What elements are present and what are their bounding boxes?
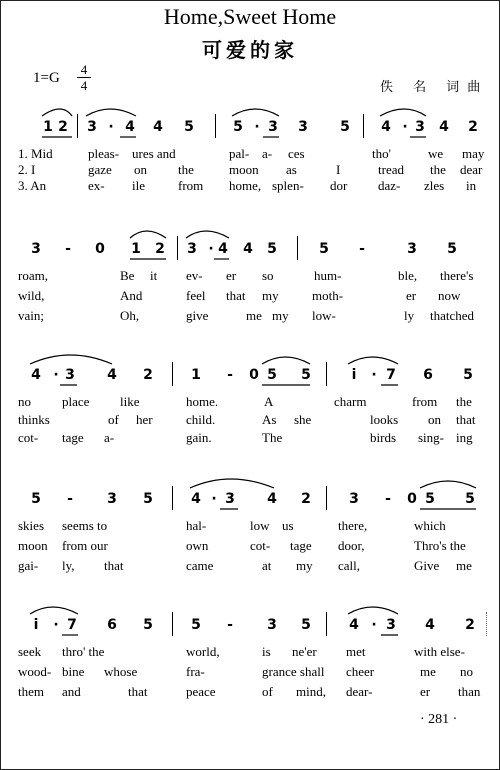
note: 0 bbox=[407, 491, 417, 507]
lyric: from our bbox=[62, 538, 108, 553]
lyric: mind, bbox=[296, 684, 326, 699]
note-row bbox=[0, 366, 500, 388]
lyric: ev- bbox=[186, 268, 203, 283]
lyric: like bbox=[120, 394, 140, 409]
note: 5 bbox=[267, 367, 277, 383]
lyric: ble, bbox=[398, 268, 418, 283]
lyric: we bbox=[428, 146, 444, 161]
lyric: place bbox=[62, 394, 90, 409]
lyric: skies bbox=[18, 518, 44, 533]
lyric: world, bbox=[186, 644, 220, 659]
lyric: as bbox=[286, 162, 297, 177]
lyric: I bbox=[336, 162, 341, 177]
barline bbox=[326, 486, 327, 510]
dot: · bbox=[108, 119, 114, 135]
note: 5 bbox=[301, 367, 311, 383]
lyric: it bbox=[150, 268, 158, 283]
lyric: seek bbox=[18, 644, 42, 659]
lyric: door, bbox=[338, 538, 365, 553]
note-row bbox=[0, 616, 500, 638]
dot: · bbox=[371, 367, 377, 383]
note: 4 bbox=[243, 241, 253, 257]
lyric: that bbox=[456, 412, 476, 427]
lyric: child. bbox=[186, 412, 216, 427]
note: 4 bbox=[218, 241, 228, 257]
lyric: us bbox=[282, 518, 294, 533]
lyric-line-2 bbox=[0, 412, 500, 428]
lyric: er bbox=[420, 684, 431, 699]
lyric: pal- bbox=[229, 146, 250, 161]
key-signature: 1=G bbox=[33, 70, 60, 86]
lyric: looks bbox=[370, 412, 399, 427]
note: 1 bbox=[131, 241, 141, 257]
lyric: the bbox=[178, 162, 194, 177]
time-signature-bottom: 4 bbox=[80, 78, 88, 93]
note: 5 bbox=[233, 119, 243, 135]
lyric: own bbox=[186, 538, 209, 553]
note: 3 bbox=[65, 367, 75, 383]
lyric: me bbox=[420, 664, 436, 679]
lyric: her bbox=[136, 412, 153, 427]
dot: · bbox=[53, 617, 59, 633]
lyric: no bbox=[18, 394, 31, 409]
lyric: moth- bbox=[312, 288, 344, 303]
lyric: them bbox=[18, 684, 44, 699]
note: 5 bbox=[340, 119, 350, 135]
lyric: Thro's the bbox=[414, 538, 466, 553]
note: 5 bbox=[184, 119, 194, 135]
note: 6 bbox=[423, 367, 433, 383]
note: - bbox=[67, 491, 73, 507]
lyric: roam, bbox=[18, 268, 48, 283]
lyric: ing bbox=[456, 430, 473, 445]
note: 2 bbox=[58, 119, 68, 135]
barline bbox=[297, 236, 298, 260]
lyric: charm bbox=[334, 394, 367, 409]
lyric: give bbox=[186, 308, 209, 323]
lyric: and bbox=[62, 684, 81, 699]
note: 3 bbox=[267, 617, 277, 633]
lyric: low bbox=[250, 518, 270, 533]
lyric: now bbox=[438, 288, 461, 303]
lyric: home, bbox=[229, 178, 262, 193]
lyric: dear- bbox=[346, 684, 373, 699]
lyric: a- bbox=[104, 430, 115, 445]
lyric: tho' bbox=[372, 146, 391, 161]
lyric: ces bbox=[288, 146, 305, 161]
lyric: in bbox=[466, 178, 477, 193]
barline bbox=[172, 486, 173, 510]
lyric: hal- bbox=[186, 518, 207, 533]
lyric: dear bbox=[460, 162, 483, 177]
lyric: Oh, bbox=[120, 308, 140, 323]
lyric-line-2 bbox=[0, 664, 500, 680]
lyric: whose bbox=[104, 664, 138, 679]
lyric-line-3 bbox=[0, 430, 500, 446]
barline bbox=[363, 114, 364, 138]
note: i bbox=[351, 367, 357, 383]
lyric: ne'er bbox=[292, 644, 317, 659]
note: 3 bbox=[268, 119, 278, 135]
note: 2 bbox=[465, 617, 475, 633]
note: 2 bbox=[143, 367, 153, 383]
lyric: peace bbox=[186, 684, 216, 699]
note: 0 bbox=[95, 241, 105, 257]
lyric-line-1 bbox=[0, 518, 500, 534]
lyric: that bbox=[226, 288, 246, 303]
lyric-line-3 bbox=[0, 178, 500, 194]
lyric: er bbox=[406, 288, 417, 303]
lyric: met bbox=[346, 644, 366, 659]
lyric-line-1 bbox=[0, 146, 500, 162]
note: 5 bbox=[425, 491, 435, 507]
lyric: dor bbox=[330, 178, 348, 193]
lyric: the bbox=[456, 394, 472, 409]
note: 4 bbox=[153, 119, 163, 135]
note: 4 bbox=[439, 119, 449, 135]
lyric-line-1 bbox=[0, 394, 500, 410]
lyric: gai- bbox=[18, 558, 39, 573]
lyric: ures and bbox=[132, 146, 176, 161]
lyric: from bbox=[412, 394, 438, 409]
lyric: moon bbox=[229, 162, 259, 177]
lyric: splen- bbox=[272, 178, 304, 193]
lyric: of bbox=[108, 412, 119, 427]
lyric: wild, bbox=[18, 288, 45, 303]
lyric: vain; bbox=[18, 308, 44, 323]
lyric: A bbox=[264, 394, 274, 409]
lyric: me bbox=[246, 308, 262, 323]
lyric: no bbox=[460, 664, 473, 679]
lyric: hum- bbox=[314, 268, 342, 283]
lyric: bine bbox=[62, 664, 85, 679]
note: 5 bbox=[191, 617, 201, 633]
lyric: And bbox=[120, 288, 143, 303]
barline bbox=[326, 612, 327, 636]
lyric: cheer bbox=[346, 664, 375, 679]
note: - bbox=[359, 241, 365, 257]
lyric: ly, bbox=[62, 558, 75, 573]
lyric: grance shall bbox=[262, 664, 325, 679]
note: - bbox=[65, 241, 71, 257]
lyric: thro' the bbox=[62, 644, 105, 659]
note: 3 bbox=[349, 491, 359, 507]
note: 4 bbox=[125, 119, 135, 135]
note: 7 bbox=[67, 617, 77, 633]
note: 3 bbox=[386, 617, 396, 633]
lyric-line-1 bbox=[0, 268, 500, 284]
note: 5 bbox=[267, 241, 277, 257]
lyric: The bbox=[262, 430, 283, 445]
lyric-line-3 bbox=[0, 308, 500, 324]
lyric: Give bbox=[414, 558, 440, 573]
note: 6 bbox=[107, 617, 117, 633]
note: - bbox=[227, 617, 233, 633]
lyric: with else- bbox=[414, 644, 465, 659]
lyric: pleas- bbox=[88, 146, 120, 161]
note: - bbox=[227, 367, 233, 383]
lyric: thinks bbox=[18, 412, 50, 427]
lyric: that bbox=[104, 558, 124, 573]
note: - bbox=[385, 491, 391, 507]
lyric: birds bbox=[370, 430, 396, 445]
note: 0 bbox=[249, 367, 259, 383]
lyric: there, bbox=[338, 518, 368, 533]
lyric: she bbox=[294, 412, 312, 427]
end-line bbox=[486, 612, 487, 636]
lyric: seems to bbox=[62, 518, 108, 533]
lyric: home. bbox=[186, 394, 219, 409]
lyric: may bbox=[462, 146, 485, 161]
lyric: so bbox=[262, 268, 274, 283]
lyric: gaze bbox=[88, 162, 112, 177]
lyric: call, bbox=[338, 558, 361, 573]
barline bbox=[172, 612, 173, 636]
lyric: on bbox=[428, 412, 441, 427]
lyric: 1. Mid bbox=[18, 146, 53, 161]
barline bbox=[177, 236, 178, 260]
lyric: tread bbox=[378, 162, 404, 177]
dot: · bbox=[371, 617, 377, 633]
lyric: low- bbox=[312, 308, 336, 323]
lyric: my bbox=[272, 308, 289, 323]
lyric-line-2 bbox=[0, 538, 500, 554]
note: 5 bbox=[143, 617, 153, 633]
note: 3 bbox=[225, 491, 235, 507]
note: 5 bbox=[301, 617, 311, 633]
lyric: me bbox=[456, 558, 472, 573]
note: 4 bbox=[191, 491, 201, 507]
lyric: my bbox=[262, 288, 279, 303]
lyric-line-2 bbox=[0, 162, 500, 178]
note: 4 bbox=[425, 617, 435, 633]
note: 3 bbox=[87, 119, 97, 135]
barline bbox=[172, 362, 173, 386]
barline bbox=[77, 114, 78, 138]
lyric: feel bbox=[186, 288, 206, 303]
note: 5 bbox=[31, 491, 41, 507]
lyric: tage bbox=[290, 538, 312, 553]
note: 5 bbox=[447, 241, 457, 257]
lyric: 2. I bbox=[18, 162, 36, 177]
lyric-line-3 bbox=[0, 558, 500, 574]
lyric: of bbox=[262, 684, 273, 699]
lyric: daz- bbox=[378, 178, 401, 193]
note: 3 bbox=[187, 241, 197, 257]
lyric: cot- bbox=[18, 430, 39, 445]
barline bbox=[215, 114, 216, 138]
lyric: 3. An bbox=[18, 178, 47, 193]
lyric: there's bbox=[440, 268, 474, 283]
lyric: moon bbox=[18, 538, 48, 553]
credit: 佚 名 词曲 bbox=[380, 80, 489, 95]
lyric: my bbox=[296, 558, 313, 573]
dot: · bbox=[254, 119, 260, 135]
lyric: a- bbox=[262, 146, 273, 161]
lyric: wood- bbox=[18, 664, 52, 679]
note: 2 bbox=[155, 241, 165, 257]
note: 5 bbox=[319, 241, 329, 257]
note: 5 bbox=[465, 491, 475, 507]
lyric: came bbox=[186, 558, 214, 573]
lyric: sing- bbox=[418, 430, 444, 445]
note-row bbox=[0, 118, 500, 140]
lyric: As bbox=[262, 412, 277, 427]
dot: · bbox=[208, 241, 214, 257]
note: 4 bbox=[349, 617, 359, 633]
note: 5 bbox=[143, 491, 153, 507]
title-english: Home,Sweet Home bbox=[163, 4, 337, 29]
note: 3 bbox=[31, 241, 41, 257]
note: i bbox=[33, 617, 39, 633]
lyric: fra- bbox=[186, 664, 205, 679]
lyric: on bbox=[134, 162, 147, 177]
note: 4 bbox=[381, 119, 391, 135]
lyric: ly bbox=[404, 308, 415, 323]
lyric: thatched bbox=[430, 308, 475, 323]
dot: · bbox=[53, 367, 59, 383]
dot: · bbox=[402, 119, 408, 135]
page-number: · 281 · bbox=[420, 712, 458, 727]
lyric: tage bbox=[62, 430, 84, 445]
time-signature-top: 4 bbox=[80, 62, 88, 77]
title-chinese: 可爱的家 bbox=[202, 38, 298, 62]
lyric-line-3 bbox=[0, 684, 500, 700]
lyric: than bbox=[458, 684, 481, 699]
lyric: at bbox=[262, 558, 272, 573]
dot: · bbox=[211, 491, 217, 507]
note: 7 bbox=[386, 367, 396, 383]
note: 2 bbox=[301, 491, 311, 507]
lyric: Be bbox=[120, 268, 135, 283]
lyric: which bbox=[414, 518, 446, 533]
note: 4 bbox=[107, 367, 117, 383]
lyric: that bbox=[128, 684, 148, 699]
note: 4 bbox=[267, 491, 277, 507]
note-row bbox=[0, 240, 500, 262]
lyric: ile bbox=[132, 178, 145, 193]
note: 1 bbox=[43, 119, 53, 135]
lyric: the bbox=[430, 162, 446, 177]
note-row bbox=[0, 490, 500, 512]
lyric: cot- bbox=[250, 538, 271, 553]
lyric: is bbox=[262, 644, 271, 659]
note: 3 bbox=[407, 241, 417, 257]
lyric-line-2 bbox=[0, 288, 500, 304]
lyric-line-1 bbox=[0, 644, 500, 660]
note: 5 bbox=[463, 367, 473, 383]
lyric: zles bbox=[424, 178, 445, 193]
note: 2 bbox=[468, 119, 478, 135]
lyric: from bbox=[178, 178, 204, 193]
note: 4 bbox=[31, 367, 41, 383]
lyric: ex- bbox=[88, 178, 105, 193]
note: 1 bbox=[191, 367, 201, 383]
time-signature bbox=[77, 63, 91, 92]
note: 3 bbox=[107, 491, 117, 507]
note: 3 bbox=[415, 119, 425, 135]
lyric: gain. bbox=[186, 430, 212, 445]
lyric: er bbox=[226, 268, 237, 283]
note: 3 bbox=[298, 119, 308, 135]
barline bbox=[326, 362, 327, 386]
